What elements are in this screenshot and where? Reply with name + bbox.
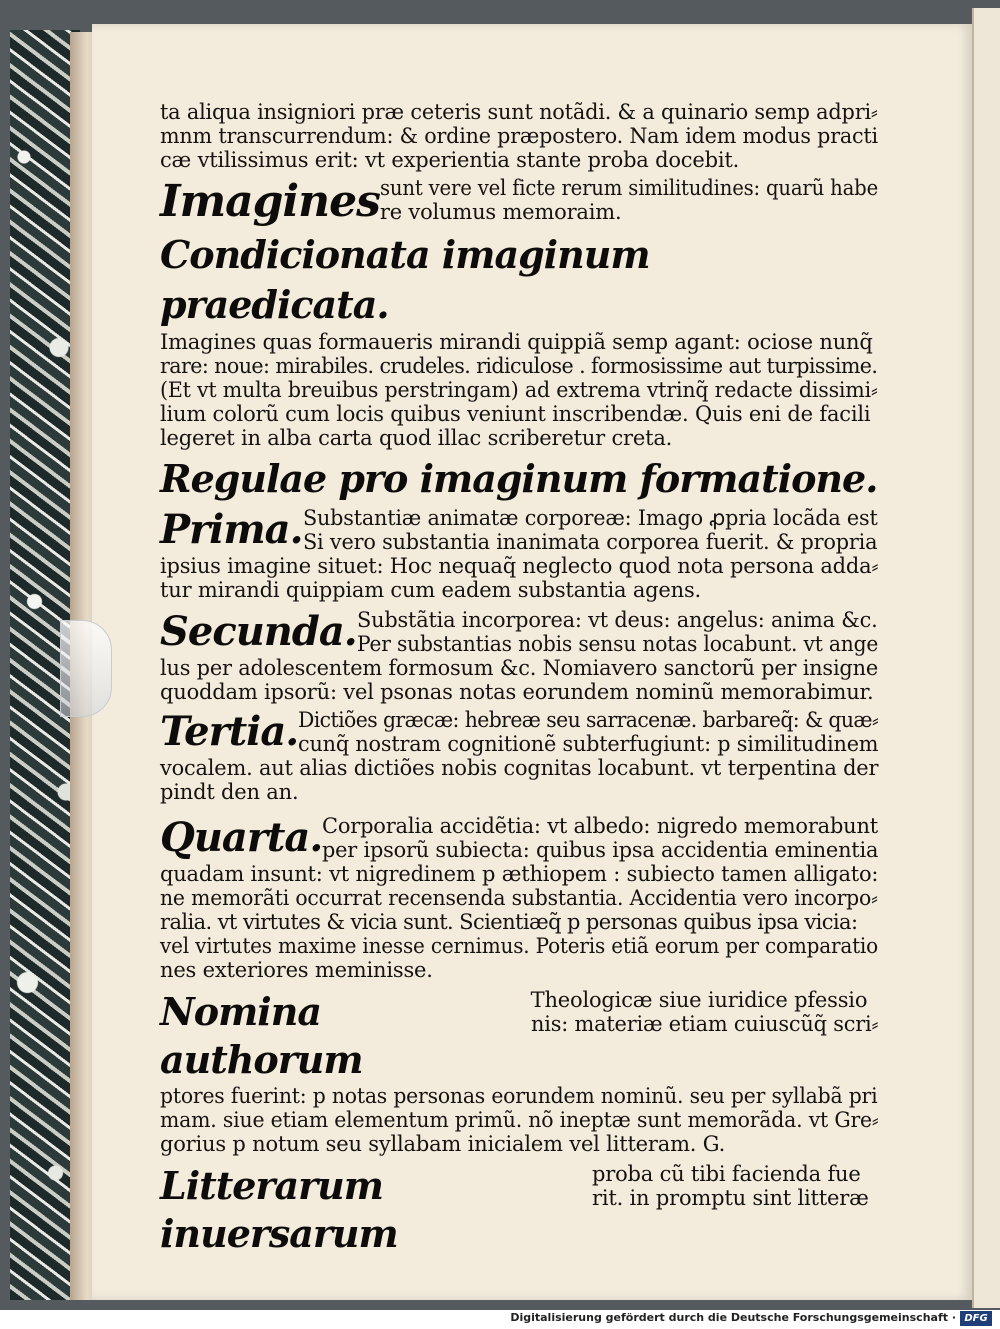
text-line: cunq̃ nostram cognitionẽ subterfugiunt: p similitudinem: [298, 732, 879, 756]
tertia-side: [298, 708, 896, 756]
text-line: proba cũ tibi facienda fue: [592, 1162, 861, 1186]
imagines-heading: Imagines: [160, 176, 380, 227]
text-line: ne memorãti occurrat recensenda substantia. Accidentia vero incorpo⸗: [160, 886, 878, 910]
text-line: lus per adolescentem formosum &c. Nomiavero sanctorũ per insigne: [160, 656, 878, 680]
secunda-text: [160, 656, 880, 704]
text-line: gorius p notum seu syllabam inicialem vel litteram. G.: [160, 1132, 726, 1156]
text-line: nes exteriores meminisse.: [160, 958, 433, 982]
text-line: legeret in alba carta quod illac scriberetur creta.: [160, 426, 673, 450]
text-line: Per substantias nobis sensu notas locabunt. vt ange: [356, 632, 878, 656]
tertia-heading: Tertia.: [160, 708, 299, 755]
imagines-side: [380, 176, 912, 224]
tertia-block: [160, 708, 880, 756]
prima-side: [303, 506, 885, 554]
text-line: ta aliqua insigniori præ ceteris sunt notãdi. & a quinario semp adpri⸗: [160, 100, 878, 124]
text-line: Imagines quas formaueris mirandi quippiã semp agant: ociose nunq̃: [160, 330, 873, 354]
text-line: mam. siue etiam elementum primũ. nõ ineptæ sunt memorãda. vt Gre⸗: [160, 1108, 879, 1132]
secunda-side: [357, 608, 898, 656]
condicionata-heading: Condicionata imaginum praedicata.: [160, 232, 650, 327]
facing-page-edge: [972, 8, 1000, 1308]
text-line: rare: noue: mirabiles. crudeles. ridiculose . formosissime aut turpissime.: [160, 354, 878, 378]
regulae-heading: Regulae pro imaginum formatione.: [160, 456, 878, 501]
quarta-heading: Quarta.: [160, 814, 323, 861]
secunda-block: [160, 608, 880, 656]
text-line: cæ vtilissimus erit: vt experientia stante proba docebit.: [160, 148, 740, 172]
page-clip: [60, 620, 112, 717]
text-line: Substantiæ animatæ corporeæ: Imago ꝓpria locãda est: [302, 506, 878, 530]
text-line: Substãtia incorporea: vt deus: angelus: anima &c.: [356, 608, 878, 632]
text-line: mnm transcurrendum: & ordine præpostero. Nam idem modus practi: [160, 124, 878, 148]
quarta-side: [322, 814, 882, 862]
text-line: rit. in promptu sint litteræ: [592, 1186, 869, 1210]
litterarum-heading: Litterarum inuersarum: [160, 1163, 398, 1256]
text-line: per ipsorũ subiecta: quibus ipsa accidentia eminentia: [322, 838, 879, 862]
text-line: ipsius imagine situet: Hoc nequaq̃ neglecto quod nota persona adda⸗: [160, 554, 879, 578]
text-line: vel virtutes maxime inesse cernimus. Poteris etiã eorum per comparatio: [160, 934, 878, 958]
text-line: Si vero substantia inanimata corporea fuerit. & propria: [302, 530, 877, 554]
tertia-text: [160, 756, 880, 804]
footer-bar: [0, 1310, 1000, 1329]
text-line: Dictiões græcæ: hebreæ seu sarracenæ. barbareq̃: & quæ⸗: [298, 708, 879, 732]
prima-text: [160, 554, 880, 602]
imagines-block: [160, 176, 880, 226]
text-line: Corporalia accidẽtia: vt albedo: nigredo memorabunt: [322, 814, 879, 838]
text-line: (Et vt multa breuibus perstringam) ad extrema vtrinq̃ redacte dissimi⸗: [160, 378, 878, 402]
litterarum-block: [160, 1162, 880, 1258]
page-text: [160, 100, 880, 1258]
litterarum-side: [592, 1162, 869, 1210]
nomina-block: [160, 988, 880, 1084]
text-line: ralia. vt virtutes & vicia sunt. Scientiæq̃ p personas quibus ipsa vicia:: [160, 910, 858, 934]
text-line: nis: materiæ etiam cuiuscũq̃ scri⸗: [530, 1012, 878, 1036]
nomina-side: [531, 988, 880, 1036]
secunda-heading: Secunda.: [160, 608, 357, 655]
quarta-text: [160, 862, 880, 982]
text-line: ptores fuerint: p notas personas eorundem nominũ. seu per syllabã pri: [160, 1084, 878, 1108]
intro-block: [160, 100, 880, 172]
text-line: pindt den an.: [160, 780, 299, 804]
condicionata-block: [160, 330, 880, 450]
nomina-heading: Nomina authorum: [160, 989, 363, 1082]
text-line: Theologicæ siue iuridice pfessio: [530, 988, 868, 1012]
text-line: quadam insunt: vt nigredinem p æthiopem : subiecto tamen alligato:: [160, 862, 879, 886]
text-line: quoddam ipsorũ: vel psonas notas eorundem nominũ memorabimur.: [160, 680, 874, 704]
text-line: lium colorũ cum locis quibus veniunt inscribendæ. Quis eni de facili: [160, 402, 871, 426]
text-line: re volumus memoraim.: [379, 200, 622, 224]
prima-block: [160, 506, 880, 554]
text-line: vocalem. aut alias dictiões nobis cognitas locabunt. vt terpentina der: [160, 756, 879, 780]
quarta-block: [160, 814, 880, 862]
text-line: tur mirandi quippiam cum eadem substantia agens.: [160, 578, 702, 602]
prima-heading: Prima.: [160, 506, 303, 553]
dfg-logo: DFG: [960, 1311, 992, 1326]
nomina-text: [160, 1084, 880, 1156]
funding-credit: Digitalisierung gefördert durch die Deutsche Forschungsgemeinschaft ·: [510, 1311, 956, 1324]
text-line: sunt vere vel ficte rerum similitudines: quarũ habe: [379, 176, 878, 200]
